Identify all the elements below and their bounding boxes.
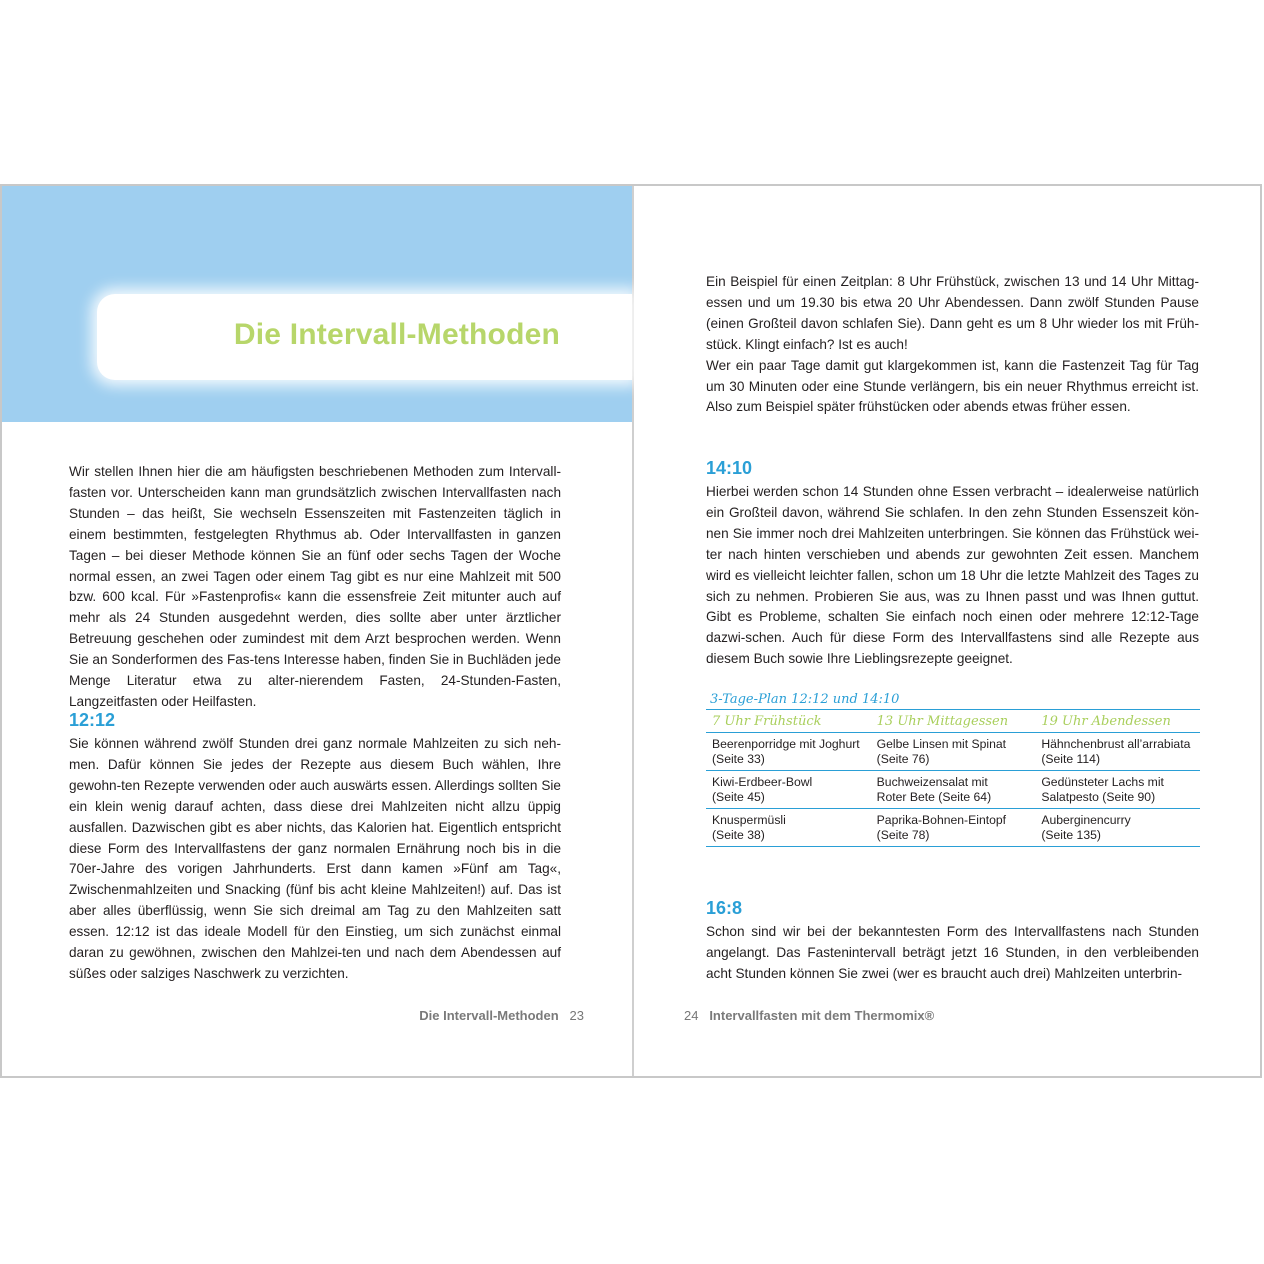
section-heading-168: 16:8 — [706, 898, 743, 918]
right-footer — [684, 1008, 934, 1023]
page-number-left: 23 — [569, 1008, 584, 1023]
table-row — [706, 809, 1200, 847]
recipe-name: Knuspermüsli — [712, 813, 786, 827]
section-text-1410: Hierbei werden schon 14 Stunden ohne Essen verbracht – idealerweise natürlich ein Großteil davon, während Sie schlafen. In den zehn Stunden Essenszeit kön-nen Sie immer noch drei Mahlzeiten unterbringen. Sie können das Frühstück wei-ter nach hinten verschieben und abends zur gewohnten Zeit essen. Manchem wird es vielleicht leichter fallen, schon um 18 Uhr die letzte Mahlzeit des Tages zu sich zu nehmen. Probieren Sie aus, was zu Ihnen passt und was Ihnen guttut. Gibt es Probleme, schalten Sie einfach noch einen oder mehrere 12:12-Tage dazwi-schen. Auch für diese Form des Intervallfastens sind alle Rezepte aus diesem Buch sowie Ihre Lieblingsrezepte geeignet. — [706, 484, 1199, 667]
schedule-example — [706, 272, 1199, 418]
recipe-page: (Seite 114) — [1041, 752, 1101, 766]
right-page — [634, 186, 1262, 1076]
recipe-name: Gedünsteter Lachs mit — [1041, 775, 1164, 789]
recipe-page: (Seite 45) — [712, 790, 765, 804]
page-number-right: 24 — [684, 1008, 699, 1023]
table-row — [706, 771, 1200, 809]
section-heading-1212: 12:12 — [69, 710, 116, 730]
meal-plan-title: 3-Tage-Plan 12:12 und 14:10 — [710, 692, 900, 707]
table-cell — [706, 733, 871, 771]
recipe-name: Hähnchenbrust all’arrabiata — [1041, 737, 1191, 751]
section-body-168 — [706, 922, 1199, 985]
recipe-name: Paprika-Bohnen-Eintopf — [876, 813, 1007, 827]
table-cell — [871, 809, 1036, 847]
section-text-168: Schon sind wir bei der bekanntesten Form des Intervallfastens nach Stunden angelangt. Das Fastenintervall beträgt jetzt 16 Stunden, in den verbleibenden acht Stunden können Sie zwei (wer es braucht auch drei) Mahlzeiten unterbrin- — [706, 924, 1199, 981]
meal-plan-table — [706, 709, 1200, 847]
column-header-breakfast: 7 Uhr Frühstück — [706, 710, 871, 733]
left-footer — [419, 1008, 584, 1023]
recipe-page: (Seite 76) — [876, 752, 930, 766]
recipe-page: Salatpesto (Seite 90) — [1041, 790, 1156, 804]
table-header-row — [706, 710, 1200, 733]
table-cell — [1035, 809, 1200, 847]
intro-text: Wir stellen Ihnen hier die am häufigsten beschriebenen Methoden zum Intervall-fasten vor. Unterscheiden kann man grundsätzlich zwischen Intervallfasten nach Stunden – das heißt, Sie wechseln Essenszeiten mit Fastenzeiten täglich in einem bestimmten, festgelegten Rhythmus ab. Oder Intervallfasten in ganzen Tagen – bei dieser Methode können Sie an fünf oder sechs Tagen der Woche normal essen, an zwei Tagen oder einem Tag gibt es nur eine Mahlzeit mit 500 bzw. 600 kcal. Für »Fastenprofis« kann die essensfreie Zeit mitunter auch auf mehr als 24 Stunden ausgedehnt werden, dies sollte aber unter ärztlicher Betreuung geschehen oder zumindest mit dem Arzt besprochen werden. Wenn Sie an Sonderformen des Fas-tens Interesse haben, finden Sie in Buchläden jede Menge Literatur etwa zu alter-nierendem Fasten, 24-Stunden-Fasten, Langzeitfasten oder Heilfasten. — [69, 464, 561, 709]
recipe-page: (Seite 78) — [876, 828, 930, 842]
meal-plan — [706, 692, 1200, 847]
running-head-right: Intervallfasten mit dem Thermomix® — [709, 1008, 935, 1023]
column-header-lunch: 13 Uhr Mittagessen — [871, 710, 1036, 733]
recipe-name: Gelbe Linsen mit Spinat — [876, 737, 1007, 751]
chapter-title: Die Intervall-Methoden — [233, 318, 560, 351]
recipe-name: Beerenporridge mit Joghurt — [712, 737, 860, 751]
section-body-1410 — [706, 482, 1199, 670]
recipe-page: (Seite 135) — [1041, 828, 1101, 842]
chapter-header-band — [2, 186, 632, 422]
table-cell — [871, 733, 1036, 771]
recipe-page: (Seite 33) — [712, 752, 765, 766]
left-page — [2, 186, 632, 1076]
table-cell — [706, 771, 871, 809]
recipe-name: Kiwi-Erdbeer-Bowl — [712, 775, 813, 789]
recipe-name: Auberginencurry — [1041, 813, 1131, 827]
table-cell — [1035, 771, 1200, 809]
running-head-left: Die Intervall-Methoden — [419, 1008, 559, 1023]
recipe-page: Roter Bete (Seite 64) — [876, 790, 992, 804]
table-cell — [706, 809, 871, 847]
table-cell — [871, 771, 1036, 809]
section-text-1212: Sie können während zwölf Stunden drei ganz normale Mahlzeiten zu sich neh-men. Dafür können Sie jedes der Rezepte aus diesem Buch wählen, Ihre gewohn-ten Rezepte verwenden oder auch auswärts essen. Allerdings sollten Sie ein klein wenig darauf achten, dass diese drei Mahlzeiten nicht allzu üppig ausfallen. Dazwischen gibt es aber nichts, das Kalorien hat. Eigentlich entspricht diese Form des Intervallfastens der ganz normalen Ernährung noch bis in die 70er-Jahre des vorigen Jahrhunderts. Erst dann kamen »Fünf am Tag«, Zwischenmahlzeiten und Snacking (fünf bis acht kleine Mahlzeiten!) auf. Das ist aber alles überflüssig, wenn Sie sich dreimal am Tag zu den Mahlzeiten satt essen. 12:12 ist das ideale Modell für den Einstieg, um sich zunächst einmal daran zu gewöhnen, zwischen den Mahlzei-ten und nach dem Abendessen auf süßes oder salziges Naschwerk zu verzichten. — [69, 736, 561, 981]
schedule-text-1: Ein Beispiel für einen Zeitplan: 8 Uhr Frühstück, zwischen 13 und 14 Uhr Mittag-essen und um 19.30 bis etwa 20 Uhr Abendessen. Dann zwölf Stunden Pause (einen Großteil davon schlafen Sie). Dann geht es um 8 Uhr wieder los mit Früh-stück. Klingt einfach? Ist es auch! — [706, 274, 1199, 352]
section-heading-1410: 14:10 — [706, 458, 753, 478]
recipe-page: (Seite 38) — [712, 828, 765, 842]
book-spread — [0, 184, 1262, 1078]
schedule-text-2: Wer ein paar Tage damit gut klargekommen ist, kann die Fastenzeit Tag für Tag um 30 Minuten oder eine Stunde verlängern, bis ein neuer Rhythmus erreicht ist. Also zum Beispiel später frühstücken oder abends etwas früher essen. — [706, 357, 1199, 415]
chapter-title-bar — [97, 294, 632, 380]
table-cell — [1035, 733, 1200, 771]
table-row — [706, 733, 1200, 771]
recipe-name: Buchweizensalat mit — [876, 775, 988, 789]
intro-paragraph — [69, 462, 561, 713]
section-body-1212 — [69, 734, 561, 985]
column-header-dinner: 19 Uhr Abendessen — [1035, 710, 1200, 733]
